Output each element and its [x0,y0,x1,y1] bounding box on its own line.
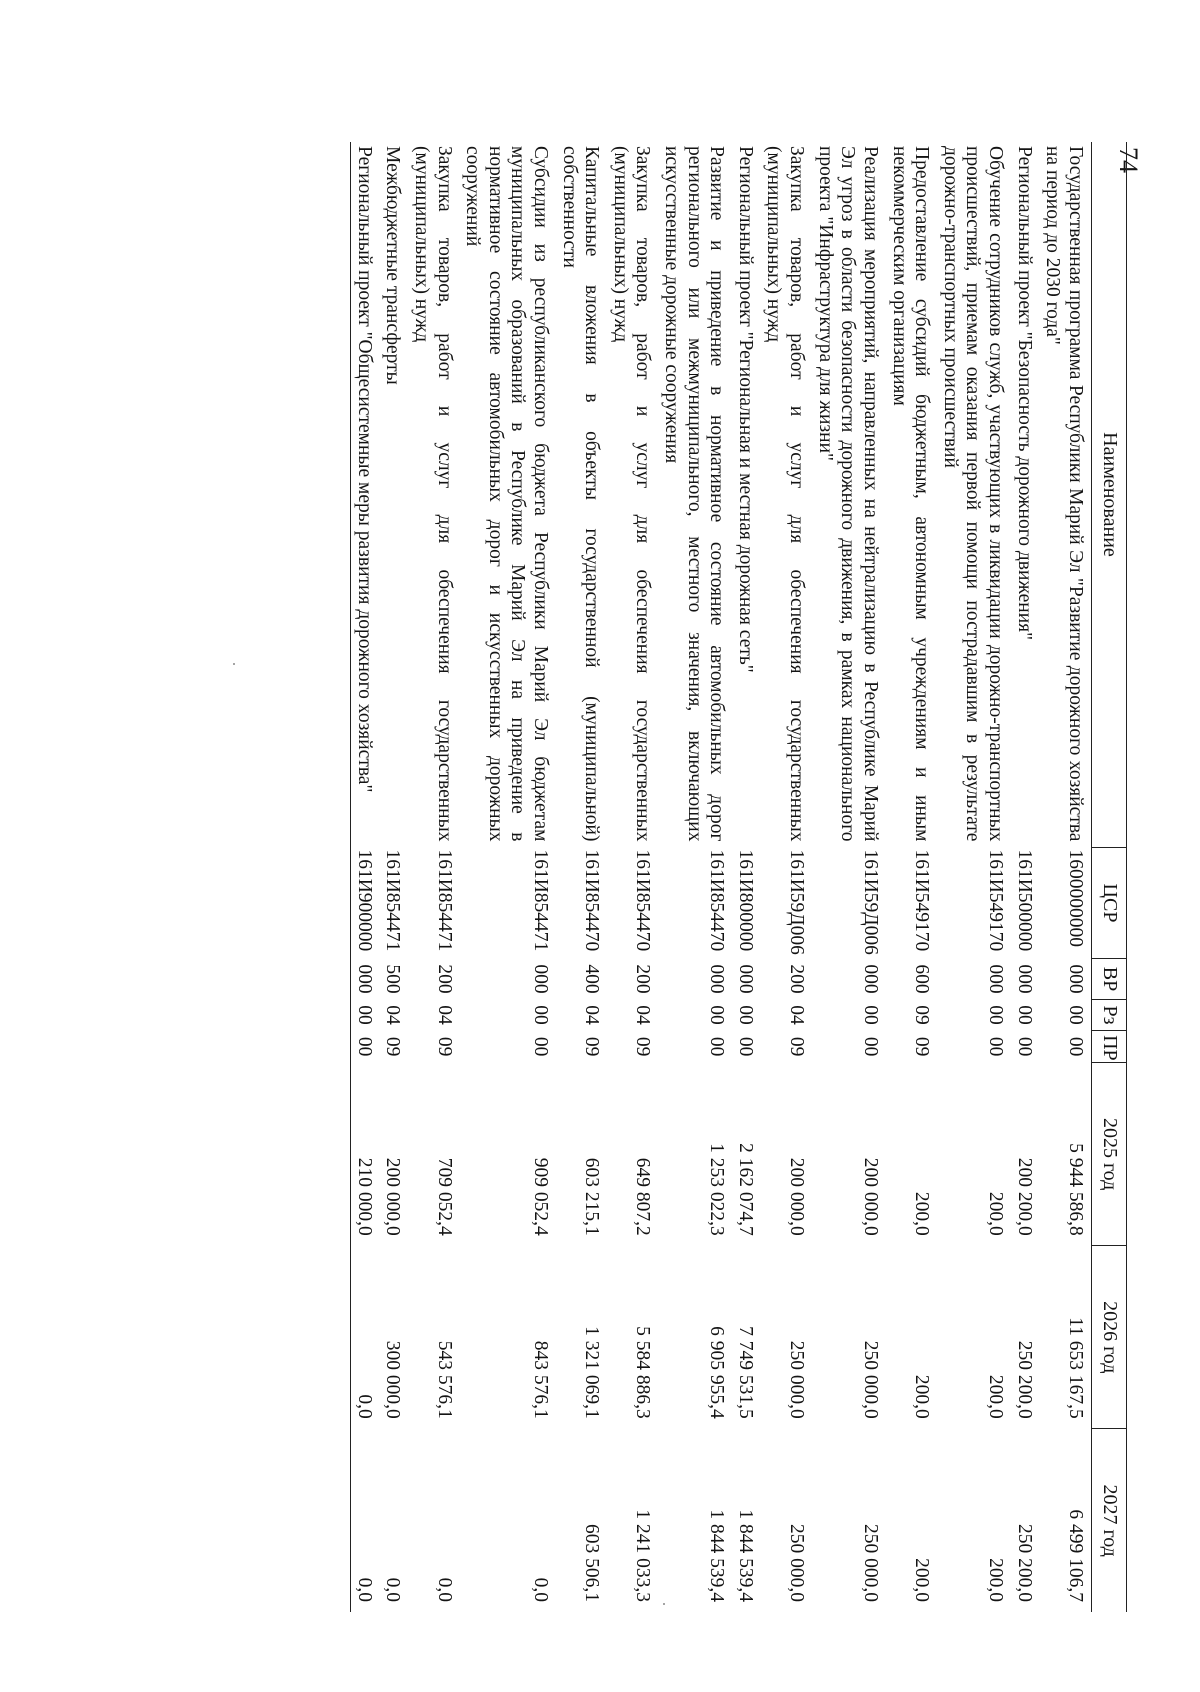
value-y2025: 200 200,0 [1013,1157,1035,1236]
value-csr: 1600000000 [1064,849,1086,947]
value-vr: 000 [530,964,552,994]
cell-csr [408,847,459,958]
table-row [1040,142,1092,1612]
cell-y2027 [658,1429,732,1612]
row-name: Закупка товаров, работ и услуг для обеспечения государственных (муниципальных) нужд [763,146,808,842]
cell-vr [658,959,732,1000]
cell-csr [1040,847,1092,958]
value-rz: 00 [1064,1005,1086,1025]
cell-vr [460,959,556,1000]
cell-y2025 [812,1063,886,1246]
cell-vr [351,959,380,1000]
rotated-table-container [177,142,1127,1612]
cell-y2025 [1040,1063,1092,1246]
cell-y2027 [380,1429,409,1612]
value-y2025: 200 000,0 [859,1157,881,1236]
row-name: Капитальные вложения в объекты государственной (муниципальной) собственности [558,146,603,842]
cell-rz [556,1000,607,1031]
cell-vr [556,959,607,1000]
header-2025: 2025 год [1091,1063,1126,1246]
value-y2027: 0,0 [530,1577,552,1602]
header-name: Наименование [1091,142,1126,847]
cell-pr [732,1031,761,1063]
cell-y2025 [761,1063,812,1246]
value-pr: 09 [911,1036,933,1057]
value-y2026: 0,0 [353,1394,375,1419]
value-vr: 000 [859,964,881,994]
value-vr: 000 [353,964,375,994]
scan-speck [233,663,235,665]
value-pr: 00 [1064,1036,1086,1057]
cell-rz [1040,1000,1092,1031]
cell-y2027 [1040,1429,1092,1612]
cell-y2025 [607,1063,658,1246]
cell-vr [937,959,1011,1000]
value-csr: 161И854471 [433,849,455,952]
cell-y2027 [732,1429,761,1612]
cell-vr [607,959,658,1000]
value-rz: 00 [984,1005,1006,1025]
value-pr: 09 [433,1036,455,1057]
cell-y2025 [937,1063,1011,1246]
value-pr: 09 [632,1036,654,1057]
cell-csr [937,847,1011,958]
table-row [408,142,459,1612]
row-name: Государственная программа Республики Марий Эл "Развитие дорожного хозяйства на период до 2030 года" [1042,146,1086,842]
cell-vr [812,959,886,1000]
cell-y2025 [460,1063,556,1246]
cell-pr [761,1031,812,1063]
header-2026: 2026 год [1091,1246,1126,1429]
header-2027: 2027 год [1091,1429,1126,1612]
header-rz: Рз [1091,1000,1126,1031]
cell-y2026 [1011,1246,1040,1429]
cell-y2026 [380,1246,409,1429]
value-y2026: 843 576,1 [530,1340,552,1419]
value-pr: 00 [706,1036,728,1057]
value-pr: 00 [984,1036,1006,1057]
table-row [658,142,732,1612]
cell-y2025 [408,1063,459,1246]
cell-y2026 [607,1246,658,1429]
cell-y2027 [1011,1429,1040,1612]
cell-y2025 [380,1063,409,1246]
value-pr: 00 [353,1036,375,1057]
cell-rz [351,1000,380,1031]
cell-vr [886,959,937,1000]
value-y2025: 200,0 [911,1191,933,1236]
value-y2026: 200,0 [984,1374,1006,1419]
value-y2026: 5 584 886,3 [632,1326,654,1419]
cell-y2025 [658,1063,732,1246]
cell-y2025 [732,1063,761,1246]
cell-y2027 [761,1429,812,1612]
cell-rz [408,1000,459,1031]
value-pr: 00 [530,1036,552,1057]
value-rz: 00 [734,1005,756,1025]
cell-y2026 [351,1246,380,1429]
cell-pr [812,1031,886,1063]
cell-csr [761,847,812,958]
cell-rz [460,1000,556,1031]
row-name: Закупка товаров, работ и услуг для обеспечения государственных (муниципальных) нужд [609,146,654,842]
cell-y2027 [351,1429,380,1612]
cell-rz [937,1000,1011,1031]
header-csr: ЦСР [1091,847,1126,958]
value-y2027: 250 200,0 [1013,1524,1035,1602]
value-rz: 09 [911,1005,933,1025]
value-rz: 04 [433,1005,455,1025]
value-y2027: 1 844 539,4 [706,1509,728,1602]
value-vr: 200 [786,964,808,994]
cell-y2027 [556,1429,607,1612]
cell-csr [380,847,409,958]
cell-csr [556,847,607,958]
value-pr: 09 [382,1036,404,1057]
value-csr: 161И854470 [632,849,654,952]
cell-rz [658,1000,732,1031]
header-vr: ВР [1091,959,1126,1000]
cell-vr [1040,959,1092,1000]
value-csr: 161И59Д006 [786,849,808,955]
value-y2026: 11 653 167,5 [1064,1317,1086,1419]
cell-y2025 [351,1063,380,1246]
cell-csr [812,847,886,958]
table-row [380,142,409,1612]
value-vr: 200 [632,964,654,994]
row-name: Реализация мероприятий, направленных на нейтрализацию в Республике Марий Эл угроз в области безопасности дорожного движения, в рамках национального проекта "Инфраструктура для жизни" [814,146,881,842]
value-csr: 161И549170 [984,849,1006,952]
cell-pr [408,1031,459,1063]
value-y2027: 0,0 [353,1577,375,1602]
value-y2027: 200,0 [984,1558,1006,1602]
value-rz: 00 [859,1005,881,1025]
table-header [1091,142,1126,1612]
value-y2026: 250 000,0 [786,1340,808,1419]
cell-y2026 [556,1246,607,1429]
cell-y2026 [761,1246,812,1429]
row-name: Закупка товаров, работ и услуг для обеспечения государственных (муниципальных) нужд [410,146,455,842]
value-y2026: 6 905 955,4 [706,1326,728,1419]
value-csr: 161И800000 [734,849,756,952]
cell-pr [937,1031,1011,1063]
row-name: Региональный проект "Региональная и местная дорожная сеть" [734,146,756,673]
table-row [761,142,812,1612]
row-name: Региональный проект "Общесистемные меры развития дорожного хозяйства" [351,142,380,847]
value-y2027: 603 506,1 [581,1524,603,1602]
value-rz: 04 [632,1005,654,1025]
header-pr: ПР [1091,1031,1126,1063]
value-pr: 00 [859,1036,881,1057]
cell-vr [732,959,761,1000]
cell-pr [607,1031,658,1063]
value-y2025: 5 944 586,8 [1064,1143,1086,1236]
value-rz: 00 [706,1005,728,1025]
cell-pr [380,1031,409,1063]
value-y2027: 6 499 106,7 [1064,1509,1086,1602]
value-y2027: 250 000,0 [786,1524,808,1602]
cell-rz [886,1000,937,1031]
value-csr: 161И854471 [382,849,404,952]
value-csr: 161И854470 [581,849,603,952]
value-y2026: 300 000,0 [382,1340,404,1419]
scan-speck [663,1603,665,1605]
value-y2025: 200,0 [984,1191,1006,1236]
cell-csr [351,847,380,958]
cell-y2027 [886,1429,937,1612]
value-y2027: 250 000,0 [859,1524,881,1602]
table-row [607,142,658,1612]
cell-y2027 [408,1429,459,1612]
table-row [937,142,1011,1612]
value-pr: 00 [734,1036,756,1057]
value-y2025: 1 253 022,3 [706,1143,728,1236]
table-row [732,142,761,1612]
table-row [1011,142,1040,1612]
cell-vr [380,959,409,1000]
value-vr: 000 [1064,964,1086,994]
value-vr: 400 [581,964,603,994]
cell-vr [761,959,812,1000]
cell-y2025 [556,1063,607,1246]
value-y2026: 250 200,0 [1013,1340,1035,1419]
cell-csr [886,847,937,958]
value-vr: 000 [1013,964,1035,994]
value-csr: 161И59Д006 [859,849,881,955]
value-vr: 500 [382,964,404,994]
cell-csr [607,847,658,958]
value-rz: 04 [786,1005,808,1025]
cell-rz [607,1000,658,1031]
cell-pr [556,1031,607,1063]
value-csr: 161И549170 [911,849,933,952]
cell-rz [1011,1000,1040,1031]
cell-y2027 [460,1429,556,1612]
value-y2026: 200,0 [911,1374,933,1419]
cell-y2026 [812,1246,886,1429]
value-vr: 000 [984,964,1006,994]
cell-y2026 [408,1246,459,1429]
table-row [351,142,380,1612]
row-name: Межбюджетные трансферты [382,146,404,385]
cell-pr [658,1031,732,1063]
row-name: Развитие и приведение в нормативное состояние автомобильных дорог регионального или межмуниципального, местного значения, включающих искусственные дорожные сооружения [661,146,728,842]
value-y2025: 2 162 074,7 [734,1143,756,1236]
value-y2025: 200 000,0 [786,1157,808,1236]
value-csr: 161И854470 [706,849,728,952]
cell-rz [761,1000,812,1031]
value-y2027: 0,0 [382,1577,404,1602]
cell-y2026 [732,1246,761,1429]
row-name: Предоставление субсидий бюджетным, автономным учреждениям и иным некоммерческим организациям [888,146,933,842]
cell-vr [1011,959,1040,1000]
value-y2027: 0,0 [433,1577,455,1602]
cell-y2026 [937,1246,1011,1429]
table-row [886,142,937,1612]
value-y2027: 200,0 [911,1558,933,1602]
value-y2026: 543 576,1 [433,1340,455,1419]
cell-pr [351,1031,380,1063]
row-name: Региональный проект "Безопасность дорожного движения" [1013,146,1035,641]
table-body [351,142,1092,1612]
table-row [812,142,886,1612]
value-csr: 161И900000 [353,849,375,952]
value-pr: 09 [786,1036,808,1057]
cell-csr [732,847,761,958]
cell-pr [1011,1031,1040,1063]
cell-y2026 [1040,1246,1092,1429]
value-y2027: 1 844 539,4 [734,1509,756,1602]
cell-rz [380,1000,409,1031]
budget-table [350,142,1127,1612]
value-vr: 000 [734,964,756,994]
value-y2026: 1 321 069,1 [581,1326,603,1419]
value-csr: 161И854471 [530,849,552,952]
value-rz: 00 [1013,1005,1035,1025]
cell-pr [460,1031,556,1063]
value-y2025: 649 807,2 [632,1157,654,1236]
row-name: Субсидии из республиканского бюджета Республики Марий Эл бюджетам муниципальных образований в Республике Марий Эл на приведение в нормативное состояние автомобильных дорог и искусственных дорожных сооружений [462,146,552,842]
cell-y2026 [658,1246,732,1429]
cell-pr [886,1031,937,1063]
value-y2025: 603 215,1 [581,1157,603,1236]
value-rz: 00 [530,1005,552,1025]
cell-csr [460,847,556,958]
table-row [460,142,556,1612]
cell-rz [812,1000,886,1031]
cell-csr [658,847,732,958]
value-pr: 00 [1013,1036,1035,1057]
row-name: Обучение сотрудников служб, участвующих в ликвидации дорожно-транспортных происшествий, приемам оказания первой помощи пострадавшим в результате дорожно-транспортных происшествий [939,146,1006,842]
value-pr: 09 [581,1036,603,1057]
value-rz: 04 [581,1005,603,1025]
value-rz: 04 [382,1005,404,1025]
value-y2025: 709 052,4 [433,1157,455,1236]
value-y2025: 200 000,0 [382,1157,404,1236]
cell-y2026 [886,1246,937,1429]
value-vr: 000 [706,964,728,994]
value-y2025: 210 000,0 [353,1157,375,1236]
cell-vr [408,959,459,1000]
cell-y2027 [937,1429,1011,1612]
value-rz: 00 [353,1005,375,1025]
value-vr: 200 [433,964,455,994]
cell-pr [1040,1031,1092,1063]
cell-y2027 [812,1429,886,1612]
cell-y2027 [607,1429,658,1612]
value-y2026: 250 000,0 [859,1340,881,1419]
table-row [556,142,607,1612]
value-y2025: 909 052,4 [530,1157,552,1236]
cell-y2025 [1011,1063,1040,1246]
value-csr: 161И500000 [1013,849,1035,952]
cell-y2026 [460,1246,556,1429]
value-y2027: 1 241 033,3 [632,1509,654,1602]
cell-csr [1011,847,1040,958]
value-y2026: 7 749 531,5 [734,1326,756,1419]
page-number: 74 [1114,147,1143,173]
cell-y2025 [886,1063,937,1246]
cell-rz [732,1000,761,1031]
value-vr: 600 [911,964,933,994]
